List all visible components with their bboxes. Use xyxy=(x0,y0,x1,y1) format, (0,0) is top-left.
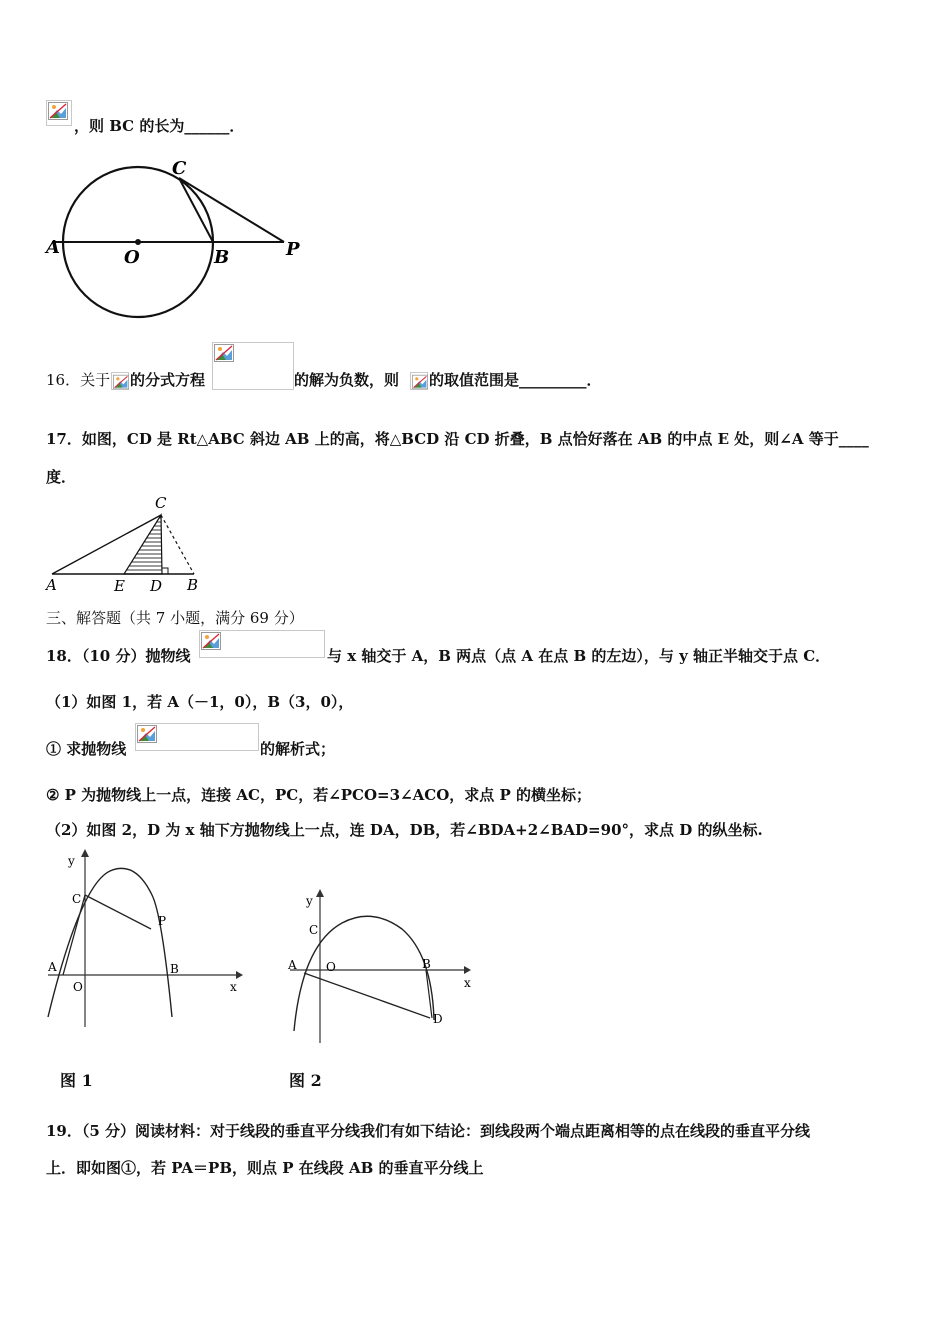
line-ac xyxy=(63,895,85,975)
figure-2-parabola xyxy=(282,885,477,1050)
label-c: C xyxy=(309,923,319,937)
label-a: A xyxy=(48,960,57,974)
broken-image-icon xyxy=(214,344,234,362)
q18-item1a: ① 求抛物线 xyxy=(46,740,127,758)
q19-line2: 上．即如图①，若 PA＝PB，则点 P 在线段 AB 的垂直平分线上 xyxy=(46,1159,484,1177)
label-p: P xyxy=(286,239,300,260)
label-c: C xyxy=(155,494,167,512)
center-dot xyxy=(135,239,141,245)
broken-image-icon xyxy=(137,725,157,743)
parabola xyxy=(48,868,172,1017)
broken-image-icon xyxy=(113,374,129,390)
label-x: x xyxy=(230,980,237,994)
q18-item2: ② P 为抛物线上一点，连接 AC，PC，若∠PCO=3∠ACO，求点 P 的横坐标； xyxy=(46,786,591,804)
q15-text: ，则 BC 的长为______． xyxy=(74,117,245,135)
label-e: E xyxy=(114,577,125,595)
label-b: B xyxy=(187,576,199,594)
line-ad xyxy=(304,973,430,1018)
q17-line1: 17．如图，CD 是 Rt△ABC 斜边 AB 上的高，将△BCD 沿 CD 折叠，B 点恰好落在 AB 的中点 E 处，则∠A 等于____ xyxy=(46,430,869,448)
broken-image-var xyxy=(111,372,129,390)
label-b: B xyxy=(170,962,179,976)
line-cp xyxy=(179,178,284,242)
broken-image-equation xyxy=(135,723,259,751)
q16-text-3: 的解为负数，则 xyxy=(294,371,400,389)
q16-text-4: 的取值范围是_________． xyxy=(429,371,602,389)
label-y: y xyxy=(306,894,313,908)
section-title: 三、解答题（共 7 小题，满分 69 分） xyxy=(46,609,304,627)
label-x: x xyxy=(464,976,471,990)
broken-image-icon xyxy=(412,374,428,390)
figure-circle-tangent xyxy=(44,155,314,335)
label-c: C xyxy=(72,892,82,906)
q18-text-2: 与 x 轴交于 A，B 两点（点 A 在点 B 的左边），与 y 轴正半轴交于点 C． xyxy=(327,647,831,665)
q18-sub1: （1）如图 1，若 A（－1，0），B（3，0）， xyxy=(46,693,354,711)
y-arrow xyxy=(81,849,89,857)
label-a: A xyxy=(288,958,297,972)
q19-line1: 19．（5 分）阅读材料：对于线段的垂直平分线我们有如下结论：到线段两个端点距离相等的点在线段的垂直平分线 xyxy=(46,1122,811,1140)
broken-image-equation xyxy=(46,100,72,126)
line-cb xyxy=(161,515,194,574)
q18-item1b: 的解析式； xyxy=(260,740,336,758)
q17-line2: 度． xyxy=(46,468,77,486)
shaded-triangle xyxy=(124,515,162,574)
label-d: D xyxy=(150,577,163,595)
label-y: y xyxy=(68,854,75,868)
figure-2-caption: 图 2 xyxy=(289,1071,322,1090)
label-a: A xyxy=(46,237,60,258)
broken-image-equation xyxy=(212,342,294,390)
figure-triangle-fold xyxy=(44,492,214,597)
label-c: C xyxy=(172,158,187,179)
q18-text-1: 18．（10 分）抛物线 xyxy=(46,647,191,665)
label-b: B xyxy=(422,957,431,971)
label-d: D xyxy=(433,1012,443,1026)
figure-1-caption: 图 1 xyxy=(60,1071,93,1090)
broken-image-equation xyxy=(199,630,325,658)
q18-sub2: （2）如图 2，D 为 x 轴下方抛物线上一点，连 DA，DB，若∠BDA+2∠BAD=90°，求点 D 的纵坐标. xyxy=(46,821,763,839)
x-arrow xyxy=(236,971,243,979)
label-o: O xyxy=(326,960,336,974)
figure-1-parabola xyxy=(40,845,245,1035)
x-arrow xyxy=(464,966,471,974)
broken-image-icon xyxy=(201,632,221,650)
y-arrow xyxy=(316,889,324,897)
label-o: O xyxy=(73,980,83,994)
q16-text-2: 的分式方程 xyxy=(130,371,206,389)
right-angle-mark xyxy=(162,568,168,574)
label-p: P xyxy=(158,914,167,928)
label-a: A xyxy=(46,576,57,594)
broken-image-var xyxy=(410,372,428,390)
line-cp xyxy=(85,895,151,929)
label-b: B xyxy=(214,247,230,268)
label-o: O xyxy=(124,247,140,268)
broken-image-icon xyxy=(48,102,68,120)
q16-prefix: 16．关于 xyxy=(46,371,111,389)
